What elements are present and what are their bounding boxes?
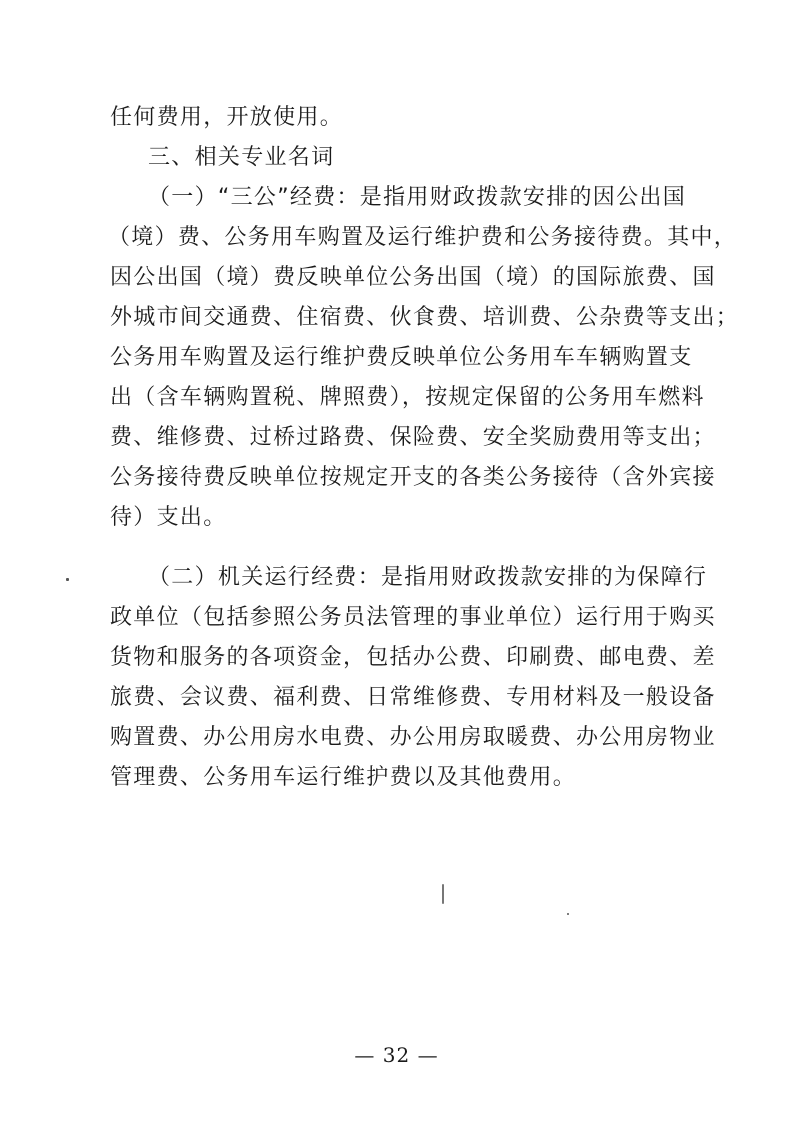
page-number: — 32 — [354,1043,439,1067]
scan-speck [66,578,69,581]
paragraph-line: 购置费、办公用房水电费、办公用房取暖费、办公用房物业 [110,725,716,750]
scan-mark [442,884,444,904]
paragraph-line: 待）支出。 [110,505,227,530]
paragraph-line: 外城市间交通费、住宿费、伙食费、培训费、公杂费等支出； [110,305,740,330]
paragraph-line: 出（含车辆购置税、牌照费），按规定保留的公务用车燃料 [110,385,705,410]
paragraph-line: 管理费、公务用车运行维护费以及其他费用。 [110,765,577,790]
section-heading: 三、相关专业名词 [148,145,335,170]
paragraph-line: （一）“三公”经费：是指用财政拨款安排的因公出国 [148,185,686,210]
paragraph-line: 费、维修费、过桥过路费、保险费、安全奖励费用等支出； [110,425,716,450]
scan-speck [567,913,569,915]
paragraph-line: 政单位（包括参照公务员法管理的事业单位）运行用于购买 [110,605,716,630]
paragraph-line: 货物和服务的各项资金，包括办公费、印刷费、邮电费、差 [110,645,716,670]
paragraph-line: 公务用车购置及运行维护费反映单位公务用车车辆购置支 [110,345,693,370]
continuation-line: 任何费用，开放使用。 [110,105,344,130]
paragraph-line: （境）费、公务用车购置及运行维护费和公务接待费。其中， [108,225,738,250]
paragraph-line: （二）机关运行经费：是指用财政拨款安排的为保障行 [148,565,708,590]
paragraph-line: 公务接待费反映单位按规定开支的各类公务接待（含外宾接 [110,465,716,490]
paragraph-line: 因公出国（境）费反映单位公务出国（境）的国际旅费、国 [110,265,716,290]
paragraph-line: 旅费、会议费、福利费、日常维修费、专用材料及一般设备 [110,685,716,710]
